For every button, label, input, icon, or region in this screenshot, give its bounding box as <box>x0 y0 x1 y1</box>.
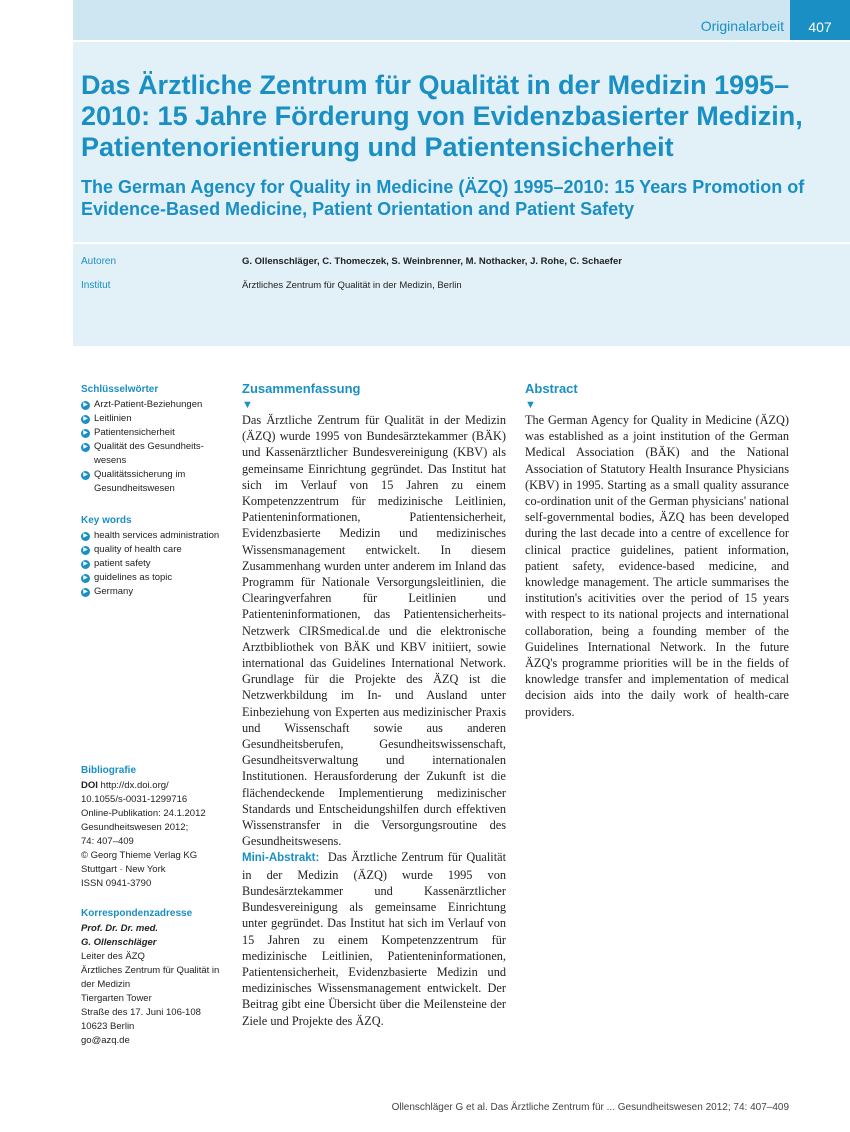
keyword-item: ▶ guidelines as topic <box>81 571 231 585</box>
biblio-line: ISSN 0941-3790 <box>81 878 152 889</box>
keyword-item: ▶ Leitlinien <box>81 412 231 426</box>
abstract-english-heading: Abstract <box>525 381 578 396</box>
doi-url[interactable]: http://dx.doi.org/ <box>100 780 169 791</box>
mini-abstract-text: Das Ärztliche Zentrum für Qualität in der Medizin (ÄZQ) wurde 1995 von Bundesärztekammer und Kassenärztlicher Bundesvereinigung als gemeinsame Einrichtung unter gegründet. Das Institut hat sich im Verlauf von 15 Jahren zu einem Kompetenzzentrum für medizinische Leitlinien, Patienteninformationen, Patientensicherheit, Evidenzbasierte Medizin und medizinisches Wissensmanagement entwickelt. Der Beitrag gibt eine Übersicht über die Meilensteine der Ziele und Projekte des ÄZQ. <box>242 850 506 1028</box>
institute-label: Institut <box>81 280 111 291</box>
contact-line: Ärztliches Zentrum für Qualität in der Medizin <box>81 965 220 990</box>
doi-number: 10.1055/s-0031-1299716 <box>81 794 188 805</box>
keywords-de-list <box>81 398 231 496</box>
arrow-down-icon: ▼ <box>525 399 536 411</box>
abstract-german-heading: Zusammenfassung <box>242 381 361 396</box>
contact-line: Straße des 17. Juni 106-108 <box>81 1007 201 1018</box>
biblio-line: © Georg Thieme Verlag KG <box>81 850 198 861</box>
page-number: 407 <box>790 0 850 40</box>
keyword-item: ▶ Qualitätssicherung im Gesundheitswesen <box>81 468 231 496</box>
bullet-icon: ▶ <box>81 443 90 452</box>
contact-name: G. Ollenschläger <box>81 937 157 948</box>
keyword-item: ▶ Patientensicherheit <box>81 426 231 440</box>
bullet-icon: ▶ <box>81 574 90 583</box>
contact-line: Tiergarten Tower <box>81 993 152 1004</box>
bullet-icon: ▶ <box>81 429 90 438</box>
section-label: Originalarbeit <box>700 18 784 34</box>
bullet-icon: ▶ <box>81 588 90 597</box>
mini-abstract-label: Mini-Abstrakt: <box>242 852 320 865</box>
contact-heading: Korrespondenzadresse <box>81 908 193 919</box>
header-bar <box>73 0 850 40</box>
bullet-icon: ▶ <box>81 546 90 555</box>
keyword-item: ▶ Germany <box>81 585 231 599</box>
authors: G. Ollenschläger, C. Thomeczek, S. Weinbrenner, M. Nothacker, J. Rohe, C. Schaefer <box>242 256 622 267</box>
abstract-german-text: Das Ärztliche Zentrum für Qualität in der Medizin (ÄZQ) wurde 1995 von Bundesärztekammer (BÄK) und Kassenärztlicher Bundesvereinigung (KBV) als gemeinsame Einrichtung gegründet. Das Institut hat sich im Verlauf von 15 Jahren zu einem Kompetenzzentrum für medizinische Leitlinien, Patienteninformationen, Patientensicherheit, Evidenzbasierte Medizin und medizinisches Wissensmanagement entwickelt. In diesem Zusammenhang wurden unter anderem im Inland das Programm für Nationale Versorgungsleitlinien, die Clearingverfahren für Leitlinien und Patienteninformationen, das Patientensicherheits-Netzwerk CIRSmedical.de und die elektronische Arztbibliothek von BÄK und KBV initiiert, sowie international das Guidelines International Network. Grundlage für die Projekte des ÄZQ ist die Netzwerkbildung im In- und Ausland unter Einbeziehung von Experten aus medizinischer Praxis und Wissenschaft sowie aus anderen Gesundheitsberufen, Gesundheitswissenschaft, Gesundheitsverwaltung und internationalen Institutionen. Herausforderung der Zukunft ist die flächendeckende Implementierung medizinischer Standards und Entscheidungshilfen durch effektiven Wissenstransfer in die Versorgungsroutine des Gesundheitswesens. <box>242 413 506 849</box>
keyword-item: ▶ Qualität des Gesundheits-wesens <box>81 440 231 468</box>
contact-line: Leiter des ÄZQ <box>81 951 145 962</box>
biblio-line: 74: 407–409 <box>81 836 134 847</box>
keywords-de-heading: Schlüsselwörter <box>81 384 159 395</box>
contact-address <box>81 922 231 1048</box>
arrow-down-icon: ▼ <box>242 399 253 411</box>
abstract-german <box>242 380 506 1029</box>
bullet-icon: ▶ <box>81 560 90 569</box>
contact-email[interactable]: go@azq.de <box>81 1035 130 1046</box>
institute: Ärztliches Zentrum für Qualität in der Medizin, Berlin <box>242 280 462 291</box>
bullet-icon: ▶ <box>81 471 90 480</box>
biblio-line: Online-Publikation: 24.1.2012 <box>81 808 206 819</box>
abstract-english <box>525 380 789 720</box>
bullet-icon: ▶ <box>81 532 90 541</box>
contact-line: 10623 Berlin <box>81 1021 135 1032</box>
authors-label: Autoren <box>81 256 117 267</box>
title-german: Das Ärztliche Zentrum für Qualität in der Medizin 1995–2010: 15 Jahre Förderung von Evidenzbasierter Medizin, Patientenorientierung und Patientensicherheit <box>81 70 803 162</box>
biblio-line: Stuttgart · New York <box>81 864 166 875</box>
bullet-icon: ▶ <box>81 415 90 424</box>
contact-name: Prof. Dr. Dr. med. <box>81 923 159 934</box>
footer-citation: Ollenschläger G et al. Das Ärztliche Zentrum für ... Gesundheitswesen 2012; 74: 407–409 <box>391 1102 789 1113</box>
keyword-item: ▶ health services administration <box>81 529 231 543</box>
keyword-item: ▶ patient safety <box>81 557 231 571</box>
abstract-english-text: The German Agency for Quality in Medicine (ÄZQ) was established as a joint institution of the German Medical Association (BÄK) and the National Association of Statutory Health Insurance Physicians (KBV) in 1995. Starting as a small quality assurance co-ordination unit of the German physicians' national self-governmental bodies, ÄZQ has been developed during the last decade into a centre of excellence for clinical practice guidelines, patient information, patient safety, evidence-based medicine, and knowledge management. The article summarises the institution's acitivities over the period of 15 years with respect to its national projects and international collaboration, being a founding member of the Guidelines International Network. In the future ÄZQ's programme priorities will be in the fields of knowledge transfer and implementation of medical decision aids into the daily work of health-care providers. <box>525 413 789 719</box>
keyword-item: ▶ Arzt-Patient-Beziehungen <box>81 398 231 412</box>
bullet-icon: ▶ <box>81 401 90 410</box>
doi-label: DOI <box>81 780 98 791</box>
mini-abstract <box>242 849 506 1028</box>
bibliography <box>81 779 231 891</box>
keywords-en-list <box>81 529 231 599</box>
biblio-line: Gesundheitswesen 2012; <box>81 822 189 833</box>
keyword-item: ▶ quality of health care <box>81 543 231 557</box>
keywords-en-heading: Key words <box>81 515 132 526</box>
title-english: The German Agency for Quality in Medicine (ÄZQ) 1995–2010: 15 Years Promotion of Evidence-Based Medicine, Patient Orientation and Patient Safety <box>81 177 805 219</box>
bibliography-heading: Bibliografie <box>81 765 137 776</box>
sidebar <box>81 383 231 1048</box>
